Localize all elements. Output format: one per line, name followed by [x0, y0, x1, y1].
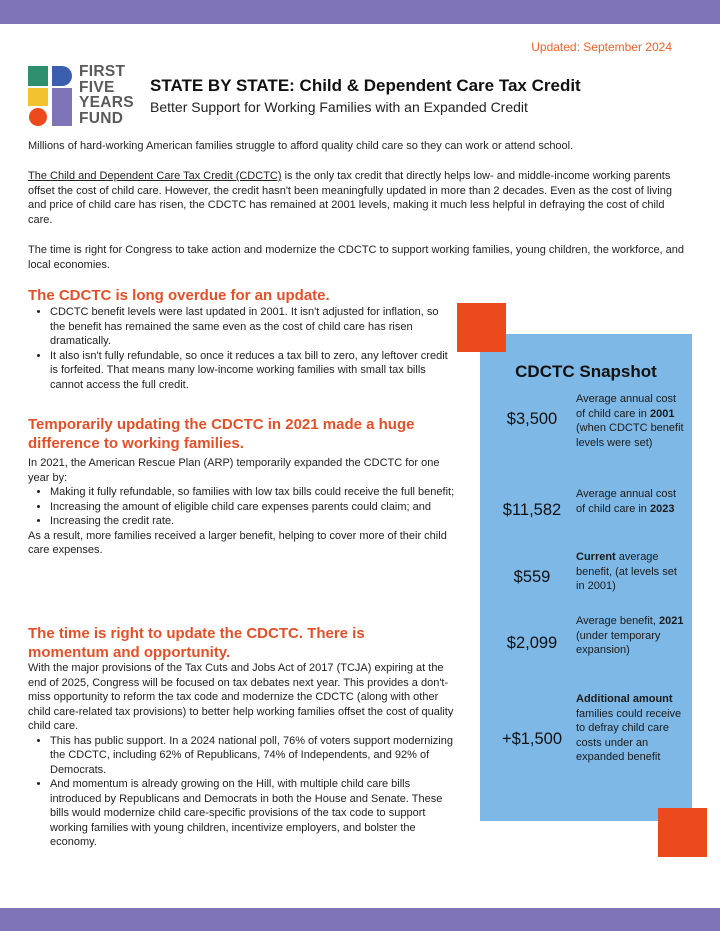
top-band: [0, 0, 720, 24]
snapshot-title: CDCTC Snapshot: [515, 362, 657, 381]
stat-description: [576, 392, 688, 450]
updated-date: Updated: September 2024: [531, 40, 672, 54]
list-item: • Increasing the amount of eligible child care expenses parents could claim; and: [50, 500, 456, 515]
bottom-band: [0, 908, 720, 931]
logo-purple-shape: [52, 88, 72, 126]
intro-paragraph-2-text: is the only tax credit that directly helps low- and middle-income working parents offset the cost of child care. However, the credit hasn't been meaningfully updated in more than 2 decades. Even as the cost of living and price of child care has risen, the CDCTC has remained at 2001 levels, making it much less helpful in defraying the cost of child care.: [28, 170, 672, 226]
stat-amount: $11,582: [502, 501, 562, 519]
section2-heading: Temporarily updating the CDCTC in 2021 made a huge difference to working families.: [28, 416, 415, 452]
cdctc-link[interactable]: The Child and Dependent Care Tax Credit (CDCTC): [28, 170, 282, 182]
stat-description: [576, 614, 688, 658]
intro-paragraph-1: Millions of hard-working American families struggle to afford quality child care so they can work or attend school.: [28, 140, 574, 152]
stat-description: [576, 550, 688, 594]
stat-text: Average benefit,: [576, 615, 659, 627]
stat-bold: Current: [576, 551, 616, 563]
section3-intro: With the major provisions of the Tax Cuts and Jobs Act of 2017 (TCJA) expiring at the end of 2025, Congress will be focused on tax debates next year. This provides a don't-miss opportunity to reform the tax code and modernize the CDCTC (along with other child care-related tax provisions) to better help working families offset the cost of quality child care.: [28, 662, 454, 732]
page-title: STATE BY STATE: Child & Dependent Care Tax Credit: [150, 76, 581, 95]
logo-blue-shape: [52, 66, 72, 86]
section1-heading: The CDCTC is long overdue for an update.: [28, 287, 330, 304]
logo-line: FIRST: [79, 63, 126, 80]
logo-green-square: [28, 66, 48, 86]
stat-amount: $3,500: [506, 410, 558, 428]
list-item: • This has public support. In a 2024 national poll, 76% of voters support modernizing the CDCTC, including 62% of Republicans, 74% of Independents, and 92% of Democrats.: [50, 734, 456, 778]
logo-line: FUND: [79, 109, 124, 127]
section3-heading: The time is right to update the CDCTC. There is momentum and opportunity.: [28, 625, 365, 661]
stat-bold: Additional amount: [576, 693, 673, 705]
logo-wordmark: [79, 64, 134, 126]
stat-bold: 2021: [658, 615, 684, 627]
stat-bold: 2001: [649, 407, 675, 420]
snapshot-panel: [480, 334, 692, 821]
section1-list: [28, 305, 456, 392]
stat-text: families could receive to defray child care costs under an expanded benefit: [576, 707, 682, 763]
decorative-orange-square-bottom: [658, 808, 707, 857]
page-subtitle: Better Support for Working Families with an Expanded Credit: [150, 99, 528, 115]
stat-bold: 2023: [649, 502, 675, 515]
section2-body: [28, 456, 456, 558]
section2-intro: In 2021, the American Rescue Plan (ARP) temporarily expanded the CDCTC for one year by:: [28, 457, 440, 484]
logo-orange-circle: [29, 108, 47, 126]
section3-list: [28, 734, 456, 850]
stat-text: (when CDCTC benefit levels were set): [576, 422, 684, 449]
stat-amount: +$1,500: [501, 730, 563, 748]
stat-amount: $2,099: [506, 634, 558, 652]
logo-line: YEARS: [79, 94, 134, 111]
section3-body: [28, 661, 456, 850]
list-item: • It also isn't fully refundable, so once it reduces a tax bill to zero, any leftover credit is forfeited. That means many low-income working families with small tax bills cannot access the full credit.: [50, 349, 456, 393]
first-five-years-fund-logo: [28, 66, 72, 126]
stat-text: average benefit, (at levels set in 2001): [576, 551, 677, 592]
stat-amount: $559: [513, 568, 551, 586]
section2-list: [28, 485, 456, 529]
list-item: • Making it fully refundable, so families with low tax bills could receive the full benefit;: [50, 485, 456, 500]
list-item: • Increasing the credit rate.: [50, 514, 456, 529]
list-item: • CDCTC benefit levels were last updated in 2001. It isn't adjusted for inflation, so the benefit has remained the same even as the cost of child care has risen dramatically.: [50, 305, 456, 349]
stat-description: [576, 692, 688, 765]
decorative-orange-square-top: [457, 303, 506, 352]
intro-paragraph-2: [28, 169, 688, 227]
intro-paragraph-3: The time is right for Congress to take action and modernize the CDCTC to support working families, young children, the workforce, and local economies.: [28, 244, 685, 271]
list-item: • And momentum is already growing on the Hill, with multiple child care bills introduced by Republicans and Democrats in both the House and Senate. These bills would modernize child care-specific provisions of the tax code to support working families with young children, incentivize employers, and bolster the economy.: [50, 777, 456, 850]
stat-text: Average annual cost of child care in: [576, 393, 677, 420]
logo-line: FIVE: [79, 78, 115, 96]
logo-yellow-square: [28, 88, 48, 106]
stat-description: [576, 487, 688, 516]
stat-text: Average annual cost of child care in: [576, 488, 677, 515]
section2-outro: As a result, more families received a larger benefit, helping to cover more of their child care expenses.: [28, 529, 447, 556]
stat-text: (under temporary expansion): [576, 629, 661, 656]
section1-body: [28, 305, 456, 392]
